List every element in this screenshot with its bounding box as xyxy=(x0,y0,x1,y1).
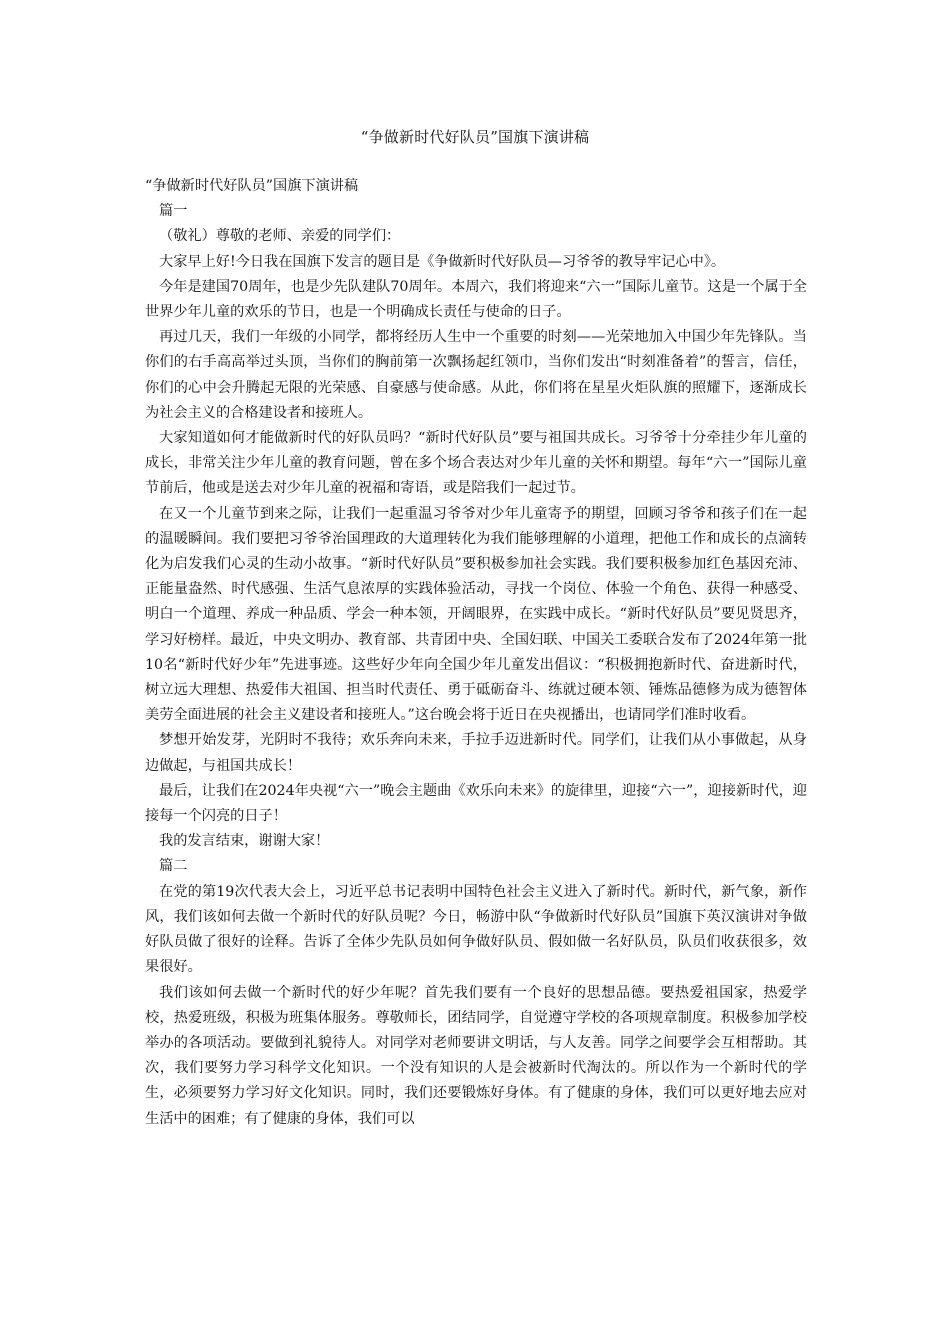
paragraph: 我们该如何去做一个新时代的好少年呢？首先我们要有一个良好的思想品德。要热爱祖国家，热爱学校，热爱班级，积极为班集体服务。尊敬师长，团结同学，自觉遵守学校的各项规章制度。积极参加学校举办的各项活动。要做到礼貌待人。对同学对老师要讲文明话，与人友善。同学之间要学会互相帮助。其次，我们要努力学习科学文化知识。一个没有知识的人是会被新时代淘汰的。所以作为一个新时代的学生，必须要努力学习好文化知识。同时，我们还要锻炼好身体。有了健康的身体，我们可以更好地去应对生活中的困难；有了健康的身体，我们可以 xyxy=(145,984,807,1127)
section-label-part-two: 篇二 xyxy=(159,858,188,875)
document-heading: “争做新时代好队员”国旗下演讲稿 xyxy=(145,178,359,194)
paragraph: 再过几天，我们一年级的小同学，都将经历人生中一个重要的时刻——光荣地加入中国少年先锋队。当你们的右手高高举过头顶，当你们的胸前第一次飘扬起红领巾，当你们发出“时刻准备着”的誓言，信任，你们的心中会升腾起无限的光荣感、自豪感与使命感。从此，你们将在星星火炬队旗的照耀下，逐渐成长为社会主义的合格建设者和接班人。 xyxy=(145,329,807,421)
paragraph: （敬礼）尊敬的老师、亲爱的同学们： xyxy=(159,228,401,245)
paragraph: 大家早上好!今日我在国旗下发言的题目是《争做新时代好队员—习爷爷的教导牢记心中》。 xyxy=(159,253,726,270)
paragraph: 最后，让我们在2024年央视“六一”晚会主题曲《欢乐向未来》的旋律里，迎接“六一”，迎接新时代，迎接每一个闪亮的日子！ xyxy=(145,782,807,825)
paragraph: 大家知道如何才能做新时代的好队员吗？“新时代好队员”要与祖国共成长。习爷爷十分牵挂少年儿童的成长，非常关注少年儿童的教育问题，曾在多个场合表达对少年儿童的关怀和期望。每年“六一”国际儿童节前后，他或是送去对少年儿童的祝福和寄语，或是陪我们一起过节。 xyxy=(145,430,807,497)
section-label-part-one: 篇一 xyxy=(159,203,188,220)
paragraph: 今年是建国70周年，也是少先队建队70周年。本周六，我们将迎来“六一”国际儿童节。这是一个属于全世界少年儿童的欢乐的节日，也是一个明确成长责任与使命的日子。 xyxy=(145,278,807,321)
paragraph: 我的发言结束，谢谢大家！ xyxy=(159,833,330,850)
paragraph: 在党的第19次代表大会上，习近平总书记表明中国特色社会主义进入了新时代。新时代，新气象，新作风，我们该如何去做一个新时代的好队员呢？今日，畅游中队“争做新时代好队员”国旗下英汉演讲对争做好队员做了很好的诠释。告诉了全体少先队员如何争做好队员、假如做一名好队员，队员们收获很多，效果很好。 xyxy=(145,883,807,976)
document-title: “争做新时代好队员”国旗下演讲稿 xyxy=(360,128,590,146)
document-body xyxy=(145,174,807,1132)
paragraph: 梦想开始发芽，光阴时不我待；欢乐奔向未来，手拉手迈进新时代。同学们，让我们从小事做起，从身边做起，与祖国共成长！ xyxy=(145,732,807,774)
paragraph: 在又一个儿童节到来之际，让我们一起重温习爷爷对少年儿童寄予的期望，回顾习爷爷和孩子们在一起的温暖瞬间。我们要把习爷爷治国理政的大道理转化为我们能够理解的小道理，把他工作和成长的点滴转化为启发我们心灵的生动小故事。“新时代好队员”要积极参加社会实践。我们要积极参加红色基因充沛、正能量盎然、时代感强、生活气息浓厚的实践体验活动，寻找一个岗位、体验一个角色、获得一种感受、明白一个道理、养成一种品质、学会一种本领，开阔眼界，在实践中成长。“新时代好队员”要见贤思齐，学习好榜样。最近，中央文明办、教育部、共青团中央、全国妇联、中国关工委联合发布了2024年第一批10名“新时代好少年”先进事迹。这些好少年向全国少年儿童发出倡议：“积极拥抱新时代、奋进新时代，树立远大理想、热爱伟大祖国、担当时代责任、勇于砥砺奋斗、练就过硬本领、锤炼品德修为成为德智体美劳全面进展的社会主义建设者和接班人。”这台晚会将于近日在央视播出，也请同学们准时收看。 xyxy=(145,505,807,724)
